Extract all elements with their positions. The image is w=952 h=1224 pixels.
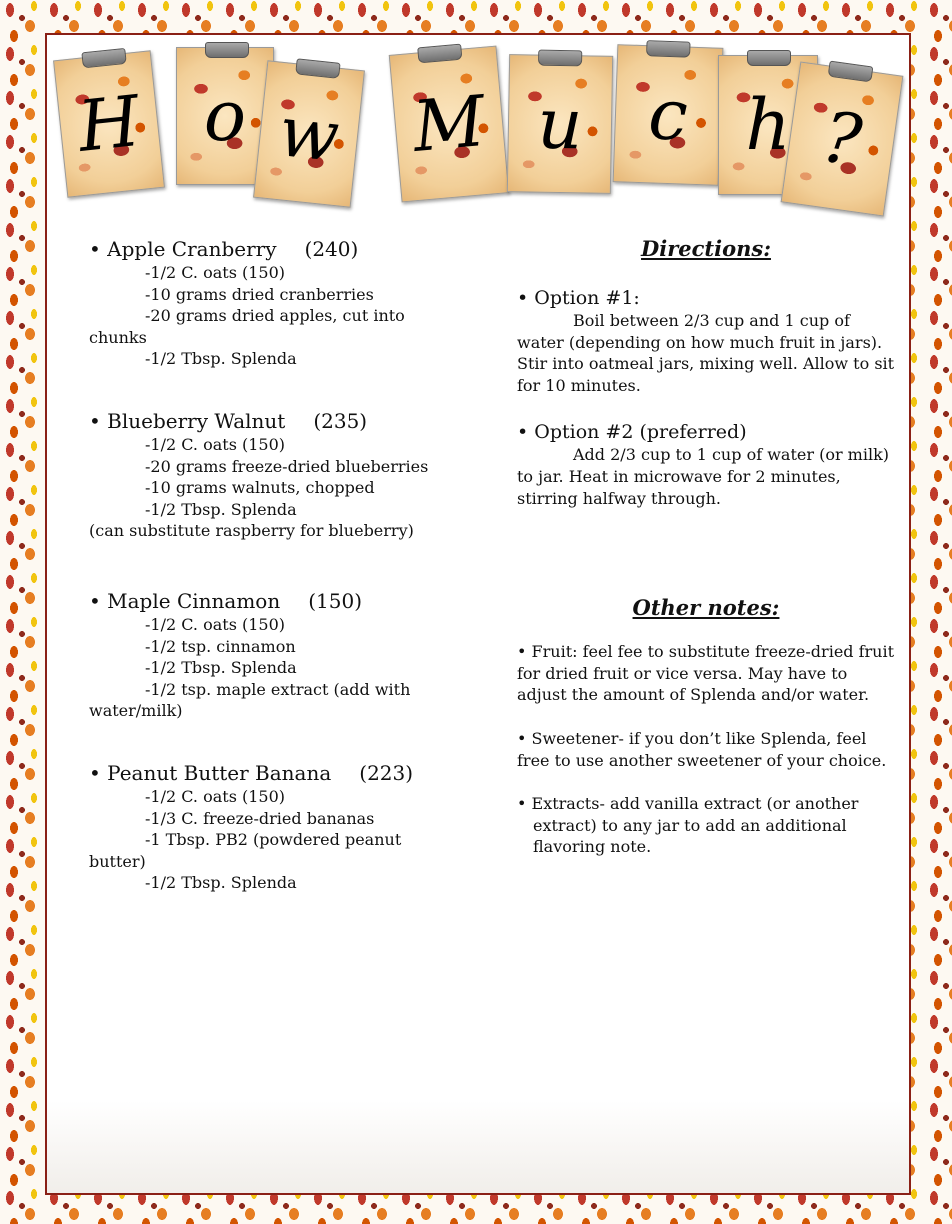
banner-letter: ?: [817, 95, 867, 183]
instructions-column: [517, 236, 895, 858]
note-item: • Fruit: feel fee to substitute freeze-dried fruit for dried fruit or vice versa. May have to adjust the amount of Splenda and/or water.: [517, 642, 895, 705]
ingredient-line: -1/2 Tbsp. Splenda: [145, 658, 297, 678]
ingredient-line: -1 Tbsp. PB2 (powdered peanut butter): [89, 830, 402, 871]
recipe-apple-cranberry: [89, 236, 429, 370]
ingredient-line: -1/3 C. freeze-dried bananas: [145, 808, 375, 828]
option-title: • Option #1:: [517, 287, 640, 309]
recipe-name: • Apple Cranberry: [89, 237, 277, 261]
ingredient-line: -1/2 C. oats (150): [145, 786, 286, 806]
recipe-calories: (223): [359, 760, 414, 785]
clipboard-card-m: [389, 46, 509, 203]
banner-letter: o: [203, 75, 247, 157]
other-notes-heading: Other notes:: [632, 595, 780, 621]
clipboard-card-question: [781, 61, 904, 216]
ingredient-line: -1/2 Tbsp. Splenda: [145, 499, 297, 519]
recipe-name: • Peanut Butter Banana: [89, 760, 332, 785]
recipe-calories: (235): [313, 408, 368, 433]
recipe-note: (can substitute raspberry for blueberry): [89, 521, 414, 541]
clipboard-card-w: [253, 60, 365, 207]
option-text: Boil between 2/3 cup and 1 cup of water (depending on how much fruit in jars). Stir into oatmeal jars, mixing well. Allow to sit for 10 minutes.: [517, 311, 895, 395]
banner-letter: H: [74, 80, 144, 168]
clipboard-card-u: [507, 54, 613, 194]
recipe-calories: (150): [308, 588, 363, 613]
ingredient-line: -1/2 C. oats (150): [145, 614, 286, 634]
recipe-name: • Maple Cinnamon: [89, 588, 281, 613]
banner-letter: h: [745, 84, 791, 166]
banner-letter: u: [536, 82, 584, 166]
recipe-peanut-butter-banana: [89, 760, 429, 894]
ingredient-line: -20 grams freeze-dried blueberries: [145, 456, 429, 476]
ingredient-line: -1/2 Tbsp. Splenda: [145, 873, 297, 893]
recipe-title: [89, 588, 429, 614]
option-title: • Option #2 (preferred): [517, 421, 747, 444]
recipe-blueberry-walnut: [89, 408, 429, 542]
title-banner: [0, 0, 952, 230]
directions-heading: Directions:: [641, 236, 771, 261]
ingredient-line: -20 grams dried apples, cut into chunks: [89, 306, 405, 347]
recipe-title: [89, 760, 429, 786]
note-item: • Extracts- add vanilla extract (or another extract) to any jar to add an additional flavoring note.: [517, 794, 859, 857]
clipboard-card-h: [53, 50, 165, 197]
clipboard-card-c: [613, 44, 724, 186]
recipes-column: [89, 236, 429, 932]
ingredient-line: -10 grams walnuts, chopped: [145, 478, 375, 498]
note-item: • Sweetener- if you don’t like Splenda, feel free to use another sweetener of your choice.: [517, 728, 887, 770]
ingredient-line: -10 grams dried cranberries: [145, 284, 374, 304]
banner-letter: M: [409, 80, 489, 168]
recipe-title: [89, 408, 429, 434]
recipe-title: [89, 236, 429, 262]
ingredient-line: -1/2 C. oats (150): [145, 263, 286, 282]
ingredient-line: -1/2 Tbsp. Splenda: [145, 349, 297, 369]
ingredient-line: -1/2 C. oats (150): [145, 434, 286, 454]
ingredient-line: -1/2 tsp. maple extract (add with water/milk): [89, 679, 411, 721]
recipe-name: • Blueberry Walnut: [89, 408, 286, 433]
recipe-maple-cinnamon: [89, 588, 429, 722]
banner-letter: w: [274, 90, 344, 178]
ingredient-line: -1/2 tsp. cinnamon: [145, 636, 296, 656]
recipe-calories: (240): [304, 237, 359, 261]
banner-letter: c: [646, 73, 690, 157]
option-text: Add 2/3 cup to 1 cup of water (or milk) to jar. Heat in microwave for 2 minutes, stirring halfway through.: [517, 445, 890, 508]
